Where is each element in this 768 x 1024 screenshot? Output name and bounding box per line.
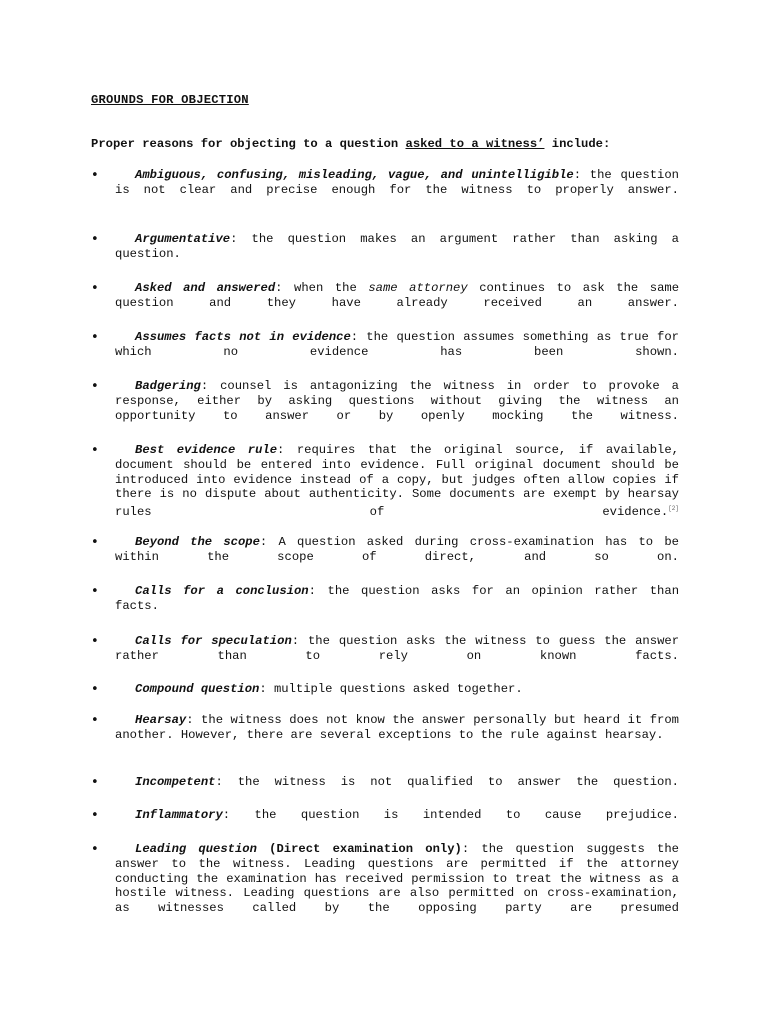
- bullet-icon: •: [91, 808, 99, 823]
- objection-description: continues to ask the same question and they have already received an answer.: [115, 281, 680, 310]
- objection-description: : A question asked during cross-examination has to be within the scope of direct, and so on.: [115, 535, 679, 564]
- objection-description: : the question asks for an opinion rather than facts.: [115, 584, 680, 613]
- intro-text-before: Proper reasons for objecting to a question: [91, 137, 406, 151]
- bullet-icon: •: [91, 634, 99, 649]
- objection-description: : the question asks the witness to guess the answer rather than to rely on known facts.: [115, 634, 680, 663]
- list-item: [91, 634, 679, 664]
- list-item: [91, 443, 679, 520]
- list-item: [91, 713, 679, 743]
- objection-description: : the question suggests the answer to the witness. Leading questions are permitted if the attorney conducting the examination has received permission to treat the witness as a hostile witness. Leading questions are also permitted on cross-examination, as witnesses called by the opposing party are presumed: [115, 842, 679, 916]
- objection-qualifier: (Direct examination only): [256, 842, 462, 856]
- objection-description-italic: same attorney: [368, 281, 468, 295]
- objection-term: Beyond the scope: [135, 535, 260, 549]
- page-title: GROUNDS FOR OBJECTION: [91, 93, 249, 107]
- objection-description: : when the: [275, 281, 369, 295]
- bullet-icon: •: [91, 842, 99, 857]
- objection-term: Badgering: [135, 379, 201, 393]
- objection-term: Calls for speculation: [135, 634, 292, 648]
- objection-description: : the question assumes something as true for which no evidence has been shown.: [115, 330, 679, 359]
- objection-term: Ambiguous, confusing, misleading, vague, and unintelligible: [135, 168, 574, 182]
- bullet-icon: •: [91, 584, 99, 599]
- bullet-icon: •: [91, 775, 99, 790]
- list-item: [91, 535, 679, 565]
- list-item: [91, 808, 679, 823]
- objection-term: Best evidence rule: [135, 443, 278, 457]
- objection-description: : requires that the original source, if available, document should be entered into evidence. Full original document should be introduced into evidence instead of a copy, but judges often allow copies if there is no dispute about authenticity. Some documents are exempt by hearsay rules of evidence.: [115, 443, 679, 520]
- objection-description: : the question is not clear and precise enough for the witness to properly answer.: [115, 168, 679, 197]
- objection-description: : the witness is not qualified to answer the question.: [215, 775, 679, 789]
- bullet-icon: •: [91, 168, 99, 183]
- bullet-icon: •: [91, 379, 99, 394]
- list-item: [91, 330, 679, 360]
- objection-term: Argumentative: [135, 232, 231, 246]
- objection-term: Inflammatory: [135, 808, 223, 822]
- list-item: [91, 168, 679, 198]
- list-item: [91, 379, 679, 423]
- bullet-icon: •: [91, 330, 99, 345]
- bullet-icon: •: [91, 682, 99, 697]
- objection-description: : the question makes an argument rather than asking a question.: [115, 232, 679, 261]
- objection-term: Calls for a conclusion: [135, 584, 309, 598]
- bullet-icon: •: [91, 713, 99, 728]
- intro-paragraph: [91, 137, 610, 151]
- bullet-icon: •: [91, 232, 99, 247]
- objection-term: Hearsay: [135, 713, 187, 727]
- objection-description: : the question is intended to cause prejudice.: [222, 808, 679, 822]
- bullet-icon: •: [91, 535, 99, 550]
- list-item: [91, 281, 679, 311]
- objection-description: : the witness does not know the answer personally but heard it from another. However, there are several exceptions to the rule against hearsay.: [115, 713, 679, 742]
- objection-term: Incompetent: [135, 775, 216, 789]
- intro-text-after: include:: [544, 137, 611, 151]
- footnote-reference[interactable]: [2]: [668, 505, 679, 513]
- objection-description: : multiple questions asked together.: [259, 682, 523, 696]
- objection-term: Leading question: [135, 842, 257, 856]
- list-item: [91, 682, 679, 697]
- objection-description: : counsel is antagonizing the witness in order to provoke a response, either by asking questions without giving the witness an opportunity to answer or by openly mocking the witness.: [115, 379, 679, 423]
- list-item: [91, 775, 679, 790]
- list-item: [91, 232, 679, 262]
- intro-underlined-text: asked to a witness’: [405, 137, 545, 151]
- bullet-icon: •: [91, 443, 99, 458]
- bullet-icon: •: [91, 281, 99, 296]
- objection-term: Assumes facts not in evidence: [135, 330, 351, 344]
- list-item: [91, 584, 679, 614]
- objection-term: Compound question: [135, 682, 260, 696]
- objection-term: Asked and answered: [135, 281, 276, 295]
- list-item: [91, 842, 679, 916]
